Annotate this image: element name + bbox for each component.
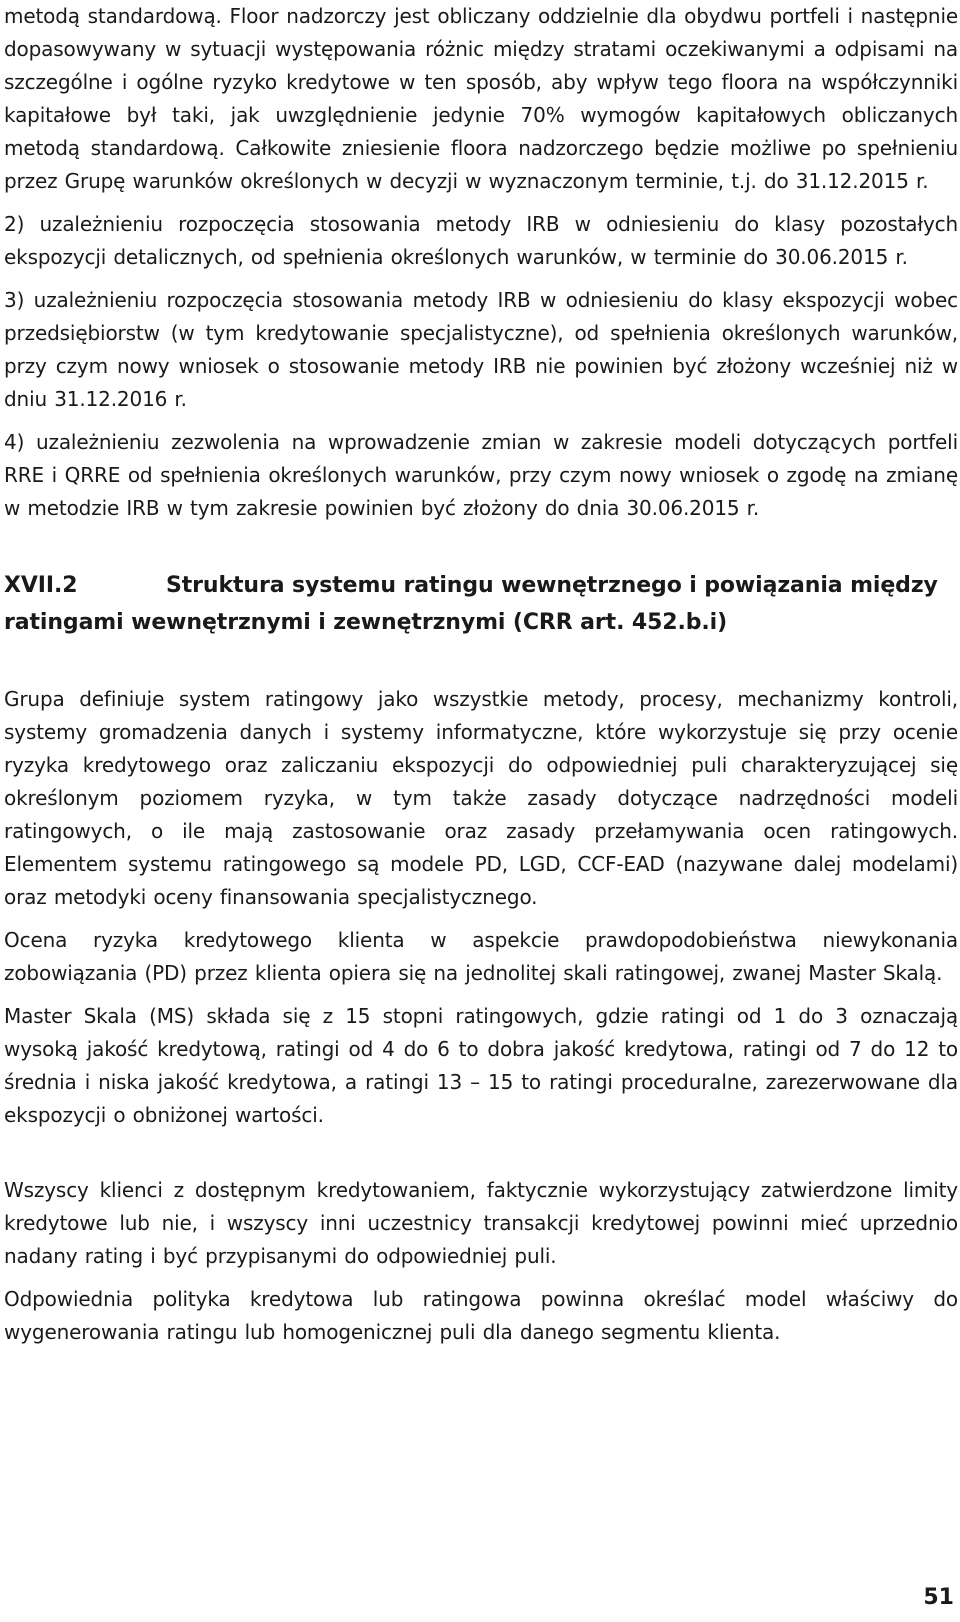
paragraph-credit-policy: Odpowiednia polityka kredytowa lub ratingowa powinna określać model właściwy do wygenerowania ratingu lub homogenicznej puli dla danego segmentu klienta. <box>4 1287 958 1344</box>
spacer <box>4 274 958 284</box>
spacer <box>4 990 958 1000</box>
spacer <box>4 641 958 683</box>
spacer <box>4 1132 958 1174</box>
spacer <box>4 914 958 924</box>
paragraph-floor: metodą standardową. Floor nadzorczy jest obliczany oddzielnie dla obydwu portfeli i następnie dopasowywany w sytuacji występowania różnic między stratami oczekiwanymi a odpisami na szczególne i ogólne ryzyko kredytowe w ten sposób, aby wpływ tego floora na współczynniki kapitałowe był taki, jak uwzględnienie jedynie 70% wymogów kapitałowych obliczanych metodą standardową. Całkowite zniesienie floora nadzorczego będzie możliwe po spełnieniu przez Grupę warunków określonych w decyzji w wyznaczonym terminie, t.j. do 31.12.2015 r. <box>4 4 958 193</box>
paragraph-all-clients: Wszyscy klienci z dostępnym kredytowaniem, faktycznie wykorzystujący zatwierdzone limity kredytowe lub nie, i wszyscy inni uczestnicy transakcji kredytowej powinni mieć uprzednio nadany rating i być przypisanymi do odpowiedniej puli. <box>4 1178 958 1268</box>
section-heading <box>4 567 958 641</box>
paragraph-item-4: 4) uzależnieniu zezwolenia na wprowadzenie zmian w zakresie modeli dotyczących portfeli RRE i QRRE od spełnienia określonych warunków, przy czym nowy wniosek o zgodę na zmianę w metodzie IRB w tym zakresie powinien być złożony do dnia 30.06.2015 r. <box>4 430 958 520</box>
spacer <box>4 416 958 426</box>
document-page <box>4 0 958 1349</box>
spacer <box>4 1273 958 1283</box>
spacer <box>4 198 958 208</box>
paragraph-rating-system: Grupa definiuje system ratingowy jako wszystkie metody, procesy, mechanizmy kontroli, systemy gromadzenia danych i systemy informatyczne, które wykorzystuje się przy ocenie ryzyka kredytowego oraz zaliczaniu ekspozycji do odpowiedniej puli charakteryzującej się określonym poziomem ryzyka, w tym także zasady dotyczące nadrzędności modeli ratingowych, o ile mają zastosowanie oraz zasady przełamywania ocen ratingowych. Elementem systemu ratingowego są modele PD, LGD, CCF-EAD (nazywane dalej modelami) oraz metodyki oceny finansowania specjalistycznego. <box>4 687 958 909</box>
section-title: Struktura systemu ratingu wewnętrznego i powiązania między ratingami wewnętrznymi i zewnętrznymi (CRR art. 452.b.i) <box>4 573 938 635</box>
spacer <box>4 525 958 567</box>
paragraph-item-3: 3) uzależnieniu rozpoczęcia stosowania metody IRB w odniesieniu do klasy ekspozycji wobec przedsiębiorstw (w tym kredytowanie specjalistyczne), od spełnienia określonych warunków, przy czym nowy wniosek o stosowanie metody IRB nie powinien być złożony wcześniej niż w dniu 31.12.2016 r. <box>4 288 958 411</box>
paragraph-item-2: 2) uzależnieniu rozpoczęcia stosowania metody IRB w odniesieniu do klasy pozostałych ekspozycji detalicznych, od spełnienia określonych warunków, w terminie do 30.06.2015 r. <box>4 212 958 269</box>
section-number: XVII.2 <box>4 573 78 598</box>
page-number: 51 <box>923 1585 954 1610</box>
paragraph-master-scale-grades: Master Skala (MS) składa się z 15 stopni ratingowych, gdzie ratingi od 1 do 3 oznaczają wysoką jakość kredytową, ratingi od 4 do 6 to dobra jakość kredytowa, ratingi od 7 do 12 to średnia i niska jakość kredytowa, a ratingi 13 – 15 to ratingi proceduralne, zarezerwowane dla ekspozycji o obniżonej wartości. <box>4 1004 958 1127</box>
paragraph-master-scale-intro: Ocena ryzyka kredytowego klienta w aspekcie prawdopodobieństwa niewykonania zobowiązania (PD) przez klienta opiera się na jednolitej skali ratingowej, zwanej Master Skalą. <box>4 928 958 985</box>
